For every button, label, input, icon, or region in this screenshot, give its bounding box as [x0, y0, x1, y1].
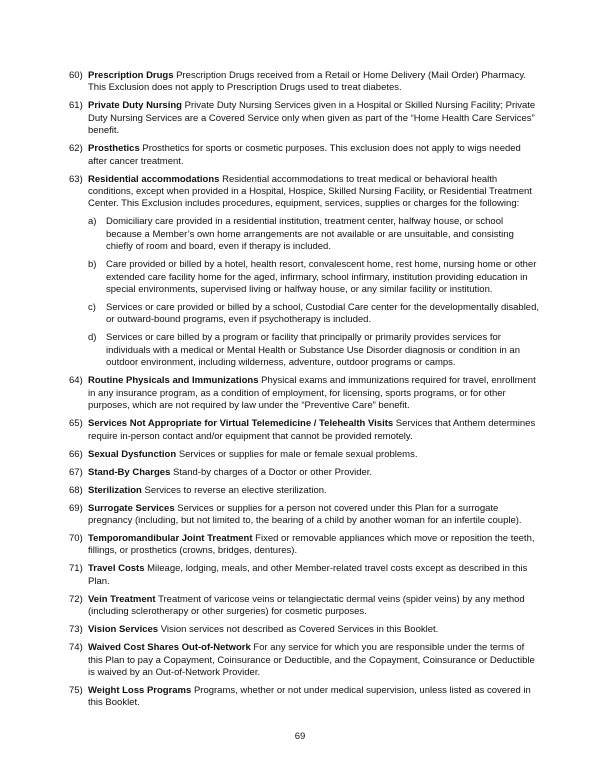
- item-number: 66): [69, 448, 83, 460]
- list-item: [69, 100, 539, 137]
- sub-item-text: Domiciliary care provided in a residential institution, treatment center, halfway house, or school because a Member’s own home arrangements are not available or are unsuitable, and consisting chiefly of room and board, even if therapy is included.: [106, 216, 514, 253]
- item-body: [88, 174, 539, 370]
- sub-item-letter: d): [88, 332, 97, 344]
- item-number: 64): [69, 375, 83, 387]
- list-item: [69, 642, 539, 679]
- sub-item: [88, 216, 539, 253]
- item-body: [88, 100, 539, 137]
- item-number: 71): [69, 563, 83, 575]
- item-number: 60): [69, 70, 83, 81]
- item-title: Stand-By Charges: [88, 466, 171, 478]
- list-item: [69, 70, 539, 95]
- item-body: [88, 143, 539, 168]
- list-item: [69, 375, 539, 412]
- item-number: 70): [69, 532, 83, 544]
- sub-item-letter: a): [88, 216, 97, 228]
- item-number: 69): [69, 502, 83, 514]
- item-text: Residential accommodations to treat medical or behavioral health conditions, except when provided in a Hospital, Hospice, Skilled Nursing Facility, or Residential Treatment Center. This Exclusion includes procedures, equipment, services, supplies or charges for the following:: [88, 173, 532, 210]
- list-item: [69, 503, 539, 528]
- item-title: Prosthetics: [88, 143, 140, 155]
- list-item: [69, 174, 539, 370]
- item-body: [88, 70, 539, 95]
- item-text: For any service for which you are responsible under the terms of this Plan to pay a Copayment, Coinsurance or Deductible, and the Copayment, Coinsurance or Deductible is waived by an Out-of-Network Provider.: [88, 642, 535, 678]
- item-text: Prescription Drugs received from a Retail or Home Delivery (Mail Order) Pharmacy. This Exclusion does not apply to Prescription Drugs used to treat diabetes.: [88, 70, 527, 94]
- item-title: Prescription Drugs: [88, 70, 174, 81]
- item-body: [88, 624, 539, 636]
- item-body: [88, 685, 539, 710]
- exclusions-list: [69, 70, 539, 715]
- item-body: [88, 563, 539, 588]
- list-item: [69, 418, 539, 443]
- item-number: 62): [69, 143, 83, 155]
- item-number: 67): [69, 466, 83, 478]
- item-text: Services that Anthem determines require in-person contact and/or equipment that cannot be provided remotely.: [88, 418, 536, 442]
- list-item: [69, 685, 539, 710]
- sub-item: [88, 332, 539, 369]
- sub-item-text: Services or care provided or billed by a school, Custodial Care center for the developmentally disabled, or outward-bound programs, even if psychotherapy is included.: [106, 302, 540, 326]
- item-title: Sexual Dysfunction: [88, 448, 177, 460]
- item-number: 63): [69, 173, 83, 185]
- sub-item-letter: c): [88, 302, 96, 314]
- item-title: Vision Services: [88, 624, 159, 636]
- item-title: Routine Physicals and Immunizations: [88, 375, 259, 387]
- item-title: Sterilization: [88, 484, 142, 496]
- item-text: Mileage, lodging, meals, and other Member-related travel costs except as described in this Plan.: [88, 563, 528, 587]
- item-number: 72): [69, 593, 83, 605]
- item-text: Vision services not described as Covered Services in this Booklet.: [160, 624, 439, 636]
- item-title: Surrogate Services: [88, 502, 175, 514]
- page-number: 69: [294, 731, 306, 742]
- item-number: 65): [69, 418, 83, 430]
- sub-item: [88, 259, 539, 296]
- item-title: Services Not Appropriate for Virtual Telemedicine / Telehealth Visits: [88, 418, 394, 430]
- item-text: Services or supplies for male or female sexual problems.: [178, 448, 418, 460]
- sub-item-text: Services or care billed by a program or facility that principally or primarily provides services for individuals with a medical or Mental Health or Substance Use Disorder diagnosis or condition in an outdoor environment, including wilderness, adventure, outdoor programs or camps.: [106, 332, 520, 369]
- item-title: Weight Loss Programs: [88, 684, 192, 696]
- list-item: [69, 467, 539, 479]
- item-body: [88, 375, 539, 412]
- item-title: Temporomandibular Joint Treatment: [88, 532, 253, 544]
- item-text: Services to reverse an elective sterilization.: [144, 484, 327, 496]
- item-title: Vein Treatment: [88, 593, 156, 605]
- item-number: 73): [69, 624, 83, 636]
- item-title: Residential accommodations: [88, 173, 220, 185]
- item-body: [88, 449, 539, 461]
- item-text: Fixed or removable appliances which move or reposition the teeth, fillings, or prosthetics (crowns, bridges, dentures).: [88, 532, 535, 557]
- list-item: [69, 143, 539, 168]
- list-item: [69, 485, 539, 497]
- item-body: [88, 503, 539, 528]
- item-title: Waived Cost Shares Out-of-Network: [88, 642, 251, 654]
- item-text: Private Duty Nursing Services given in a Hospital or Skilled Nursing Facility; Private Duty Nursing Services are a Covered Service only when given as part of the “Home Health Care Services” benefit.: [88, 100, 536, 137]
- item-number: 68): [69, 484, 83, 496]
- list-item: [69, 563, 539, 588]
- item-number: 74): [69, 642, 83, 654]
- item-body: [88, 467, 539, 479]
- item-body: [88, 533, 539, 558]
- item-title: Private Duty Nursing: [88, 100, 182, 112]
- sub-item-text: Care provided or billed by a hotel, health resort, convalescent home, rest home, nursing home or other extended care facility home for the aged, infirmary, school infirmary, institution providing education in special environments, supervised living or halfway house, or any similar facility or institution.: [106, 259, 537, 296]
- item-text: Treatment of varicose veins or telangiectatic dermal veins (spider veins) by any method (including sclerotherapy or other surgeries) for cosmetic purposes.: [88, 593, 525, 618]
- item-text: Physical exams and immunizations required for travel, enrollment in any insurance program, as a condition of employment, for licensing, sports programs, or for other purposes, which are not required by law under the “Preventive Care” benefit.: [88, 375, 536, 412]
- item-body: [88, 594, 539, 619]
- list-item: [69, 594, 539, 619]
- item-body: [88, 642, 539, 679]
- item-number: 61): [69, 100, 83, 112]
- list-item: [69, 533, 539, 558]
- sub-item: [88, 302, 539, 327]
- item-title: Travel Costs: [88, 563, 145, 575]
- item-body: [88, 418, 539, 443]
- item-body: [88, 485, 539, 497]
- item-number: 75): [69, 684, 83, 696]
- item-text: Stand-by charges of a Doctor or other Provider.: [173, 466, 373, 478]
- item-text: Prosthetics for sports or cosmetic purposes. This exclusion does not apply to wigs needed after cancer treatment.: [88, 143, 521, 167]
- sub-item-letter: b): [88, 259, 97, 271]
- item-text: Programs, whether or not under medical supervision, unless listed as covered in this Booklet.: [88, 684, 531, 709]
- list-item: [69, 624, 539, 636]
- list-item: [69, 449, 539, 461]
- item-text: Services or supplies for a person not covered under this Plan for a surrogate pregnancy (including, but not limited to, the bearing of a child by another woman for an infertile couple).: [88, 502, 522, 526]
